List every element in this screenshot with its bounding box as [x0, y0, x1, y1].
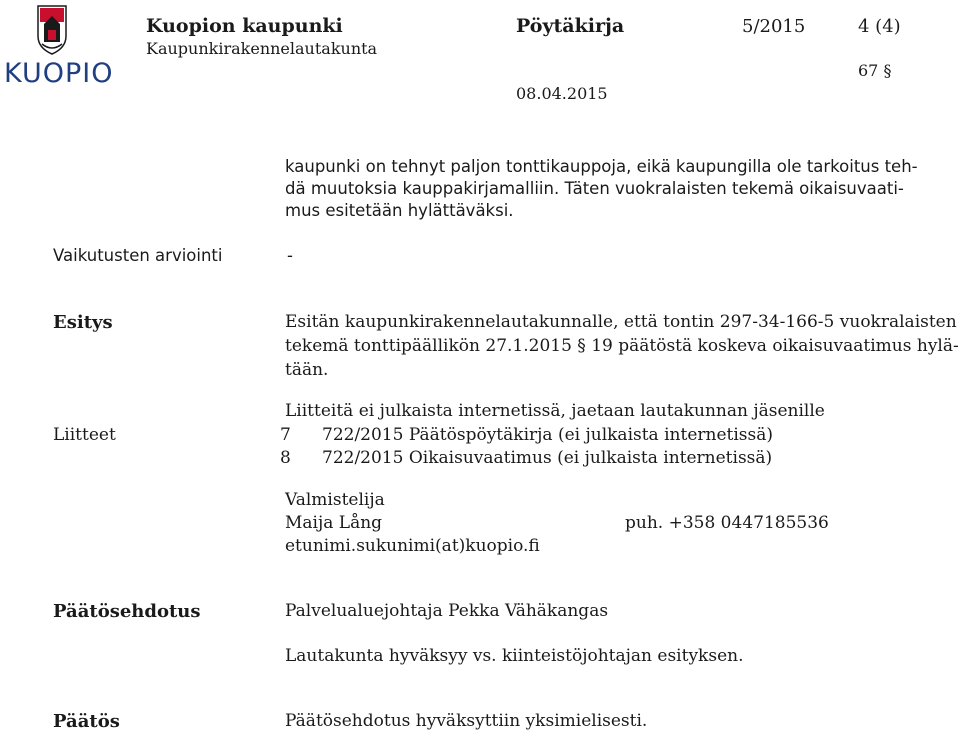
- attachment-number: 7: [280, 425, 291, 445]
- proposal-label: Esitys: [53, 312, 113, 333]
- decision-proposal-text: Lautakunta hyväksyy vs. kiinteistöjohtajan esityksen.: [285, 646, 744, 666]
- attachment-number: 8: [280, 448, 291, 468]
- decision-proposal-label: Päätösehdotus: [53, 601, 201, 622]
- impact-label: Vaikutusten arviointi: [53, 246, 223, 265]
- attachment-item[interactable]: 722/2015 Päätöspöytäkirja (ei julkaista internetissä): [322, 425, 773, 445]
- proposal-line: Esitän kaupunkirakennelautakunnalle, että tontin 297-34-166-5 vuokralaisten: [285, 312, 957, 332]
- decision-text: Päätösehdotus hyväksyttiin yksimielisesti.: [285, 711, 648, 731]
- meeting-date: 08.04.2015: [516, 84, 608, 103]
- impact-value: -: [287, 246, 293, 265]
- intro-line: kaupunki on tehnyt paljon tonttikauppoja, eikä kaupungilla ole tarkoitus teh-: [285, 157, 918, 176]
- attachment-item[interactable]: 722/2015 Oikaisuvaatimus (ei julkaista internetissä): [322, 448, 773, 468]
- board-name: Kaupunkirakennelautakunta: [146, 39, 378, 58]
- preparer-name: Maija Lång: [285, 513, 383, 533]
- doc-type: Pöytäkirja: [516, 15, 625, 37]
- org-name: Kuopion kaupunki: [146, 15, 343, 37]
- attachments-note: Liitteitä ei julkaista internetissä, jaetaan lautakunnan jäsenille: [285, 401, 825, 421]
- decision-label: Päätös: [53, 711, 120, 732]
- doc-number: 5/2015: [742, 16, 806, 37]
- attachments-label: Liitteet: [53, 425, 116, 445]
- proposal-line: tään.: [285, 360, 329, 380]
- page-number: 4 (4): [858, 16, 901, 37]
- kuopio-logo: [4, 2, 114, 100]
- intro-line: mus esitetään hylättäväksi.: [285, 201, 514, 220]
- section-number: 67 §: [858, 61, 892, 80]
- logo-text: KUOPIO: [4, 58, 114, 89]
- preparer-phone: puh. +358 0447185536: [625, 513, 829, 533]
- intro-line: dä muutoksia kauppakirjamalliin. Täten vuokralaisten tekemä oikaisuvaati-: [285, 179, 904, 198]
- proposal-line: tekemä tonttipäällikön 27.1.2015 § 19 päätöstä koskeva oikaisuvaatimus hylä-: [285, 336, 959, 356]
- decision-proposal-presenter: Palvelualuejohtaja Pekka Vähäkangas: [285, 601, 609, 621]
- preparer-title: Valmistelija: [285, 490, 385, 510]
- preparer-email[interactable]: etunimi.sukunimi(at)kuopio.fi: [285, 536, 540, 556]
